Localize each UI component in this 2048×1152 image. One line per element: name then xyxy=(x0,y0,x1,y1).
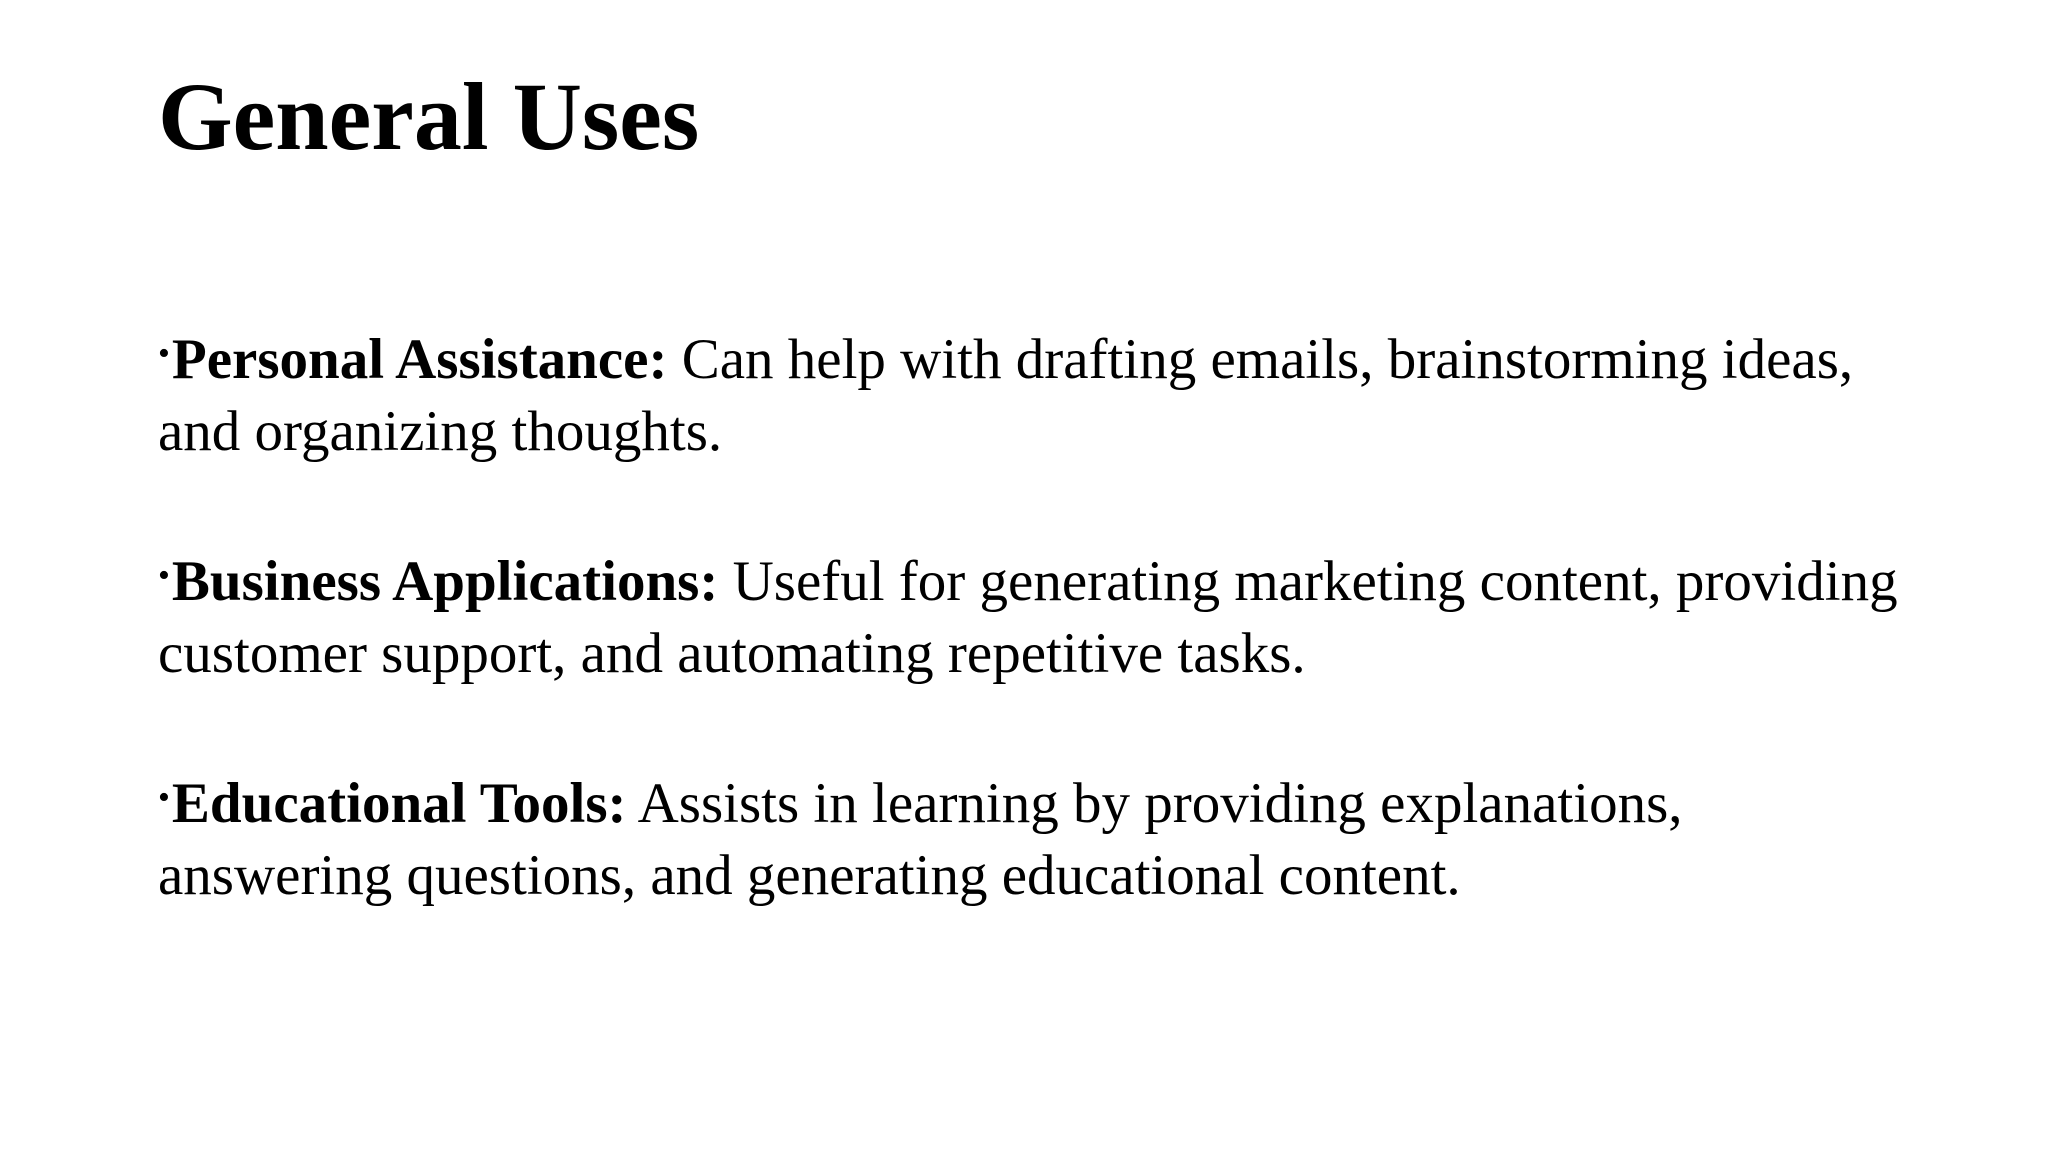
bullet-marker: • xyxy=(158,779,170,816)
bullet-text: Useful for generating marketing content, providing customer support, and automating repetitive tasks. xyxy=(158,550,1898,685)
bullet-marker: • xyxy=(158,557,170,594)
bullet-text: Assists in learning by providing explanations, answering questions, and generating educational content. xyxy=(158,772,1683,907)
bullet-list xyxy=(158,318,1918,912)
bullet-text: Can help with drafting emails, brainstorming ideas, and organizing thoughts. xyxy=(158,328,1854,463)
bullet-item-business-applications xyxy=(158,540,1918,690)
bullet-item-educational-tools xyxy=(158,762,1918,912)
bullet-item-personal-assistance xyxy=(158,318,1918,468)
bullet-heading: Business Applications: xyxy=(171,550,719,613)
bullet-heading: Educational Tools: xyxy=(171,772,627,835)
bullet-heading: Personal Assistance: xyxy=(171,328,668,391)
slide-title: General Uses xyxy=(158,63,700,170)
bullet-marker: • xyxy=(158,335,170,372)
